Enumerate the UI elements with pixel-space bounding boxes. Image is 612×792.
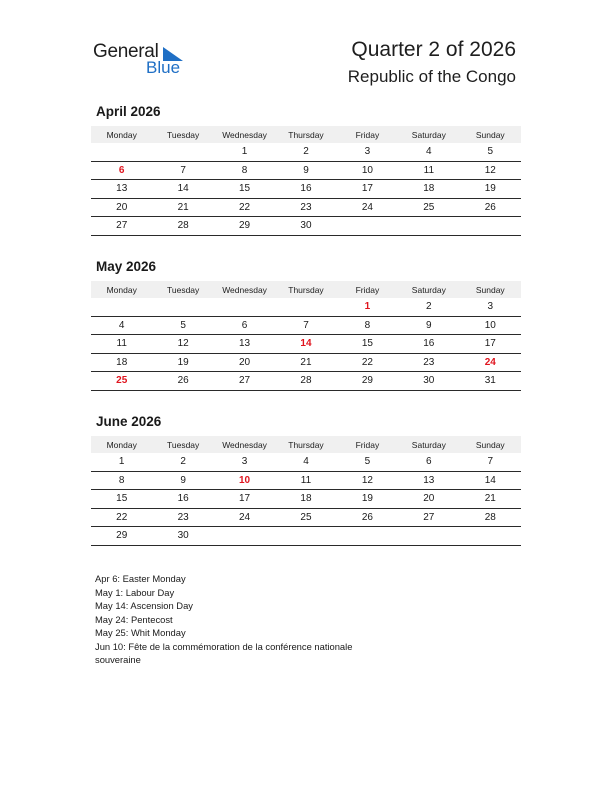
day-cell: 1	[91, 453, 152, 471]
day-cell: 18	[275, 490, 336, 509]
empty-day-cell	[460, 527, 521, 546]
day-cell: 13	[398, 471, 459, 490]
day-cell: 20	[91, 198, 152, 217]
empty-day-cell	[337, 527, 398, 546]
week-row	[91, 372, 521, 391]
day-cell: 18	[398, 180, 459, 199]
month-calendar-may	[91, 259, 521, 391]
week-row	[91, 180, 521, 199]
day-cell: 28	[152, 217, 213, 236]
day-cell: 6	[214, 316, 275, 335]
day-cell: 4	[398, 143, 459, 161]
empty-day-cell	[398, 217, 459, 236]
day-cell: 10	[337, 161, 398, 180]
month-title: April 2026	[96, 104, 161, 119]
day-cell: 8	[91, 471, 152, 490]
weekday-header: Monday	[91, 126, 152, 143]
day-cell: 3	[214, 453, 275, 471]
empty-day-cell	[398, 527, 459, 546]
day-cell: 24	[214, 508, 275, 527]
day-cell: 11	[275, 471, 336, 490]
empty-day-cell	[152, 143, 213, 161]
day-cell: 11	[91, 335, 152, 354]
empty-day-cell	[91, 143, 152, 161]
weekday-header: Wednesday	[214, 436, 275, 453]
month-table	[91, 281, 521, 391]
day-cell: 10	[460, 316, 521, 335]
week-row	[91, 527, 521, 546]
day-cell: 14	[152, 180, 213, 199]
week-row	[91, 316, 521, 335]
day-cell: 9	[152, 471, 213, 490]
weekday-header: Friday	[337, 436, 398, 453]
weekday-header: Monday	[91, 436, 152, 453]
day-cell: 9	[398, 316, 459, 335]
day-cell: 12	[337, 471, 398, 490]
page-title: Quarter 2 of 2026	[351, 38, 516, 61]
day-cell: 1	[214, 143, 275, 161]
month-calendar-june	[91, 414, 521, 546]
day-cell: 23	[398, 353, 459, 372]
weekday-header: Sunday	[460, 126, 521, 143]
day-cell: 10	[214, 471, 275, 490]
weekday-header: Friday	[337, 126, 398, 143]
week-row	[91, 161, 521, 180]
day-cell: 7	[152, 161, 213, 180]
month-weeks	[91, 143, 521, 235]
holiday-note: Jun 10: Fête de la commémoration de la conférence nationale souveraine	[95, 640, 353, 665]
day-cell: 11	[398, 161, 459, 180]
day-cell: 23	[152, 508, 213, 527]
day-cell: 23	[275, 198, 336, 217]
day-cell: 7	[275, 316, 336, 335]
holiday-note: May 1: Labour Day	[95, 586, 175, 598]
page-subtitle: Republic of the Congo	[347, 67, 516, 86]
weekday-header: Wednesday	[214, 126, 275, 143]
day-cell: 29	[337, 372, 398, 391]
day-cell: 26	[337, 508, 398, 527]
month-title: May 2026	[96, 259, 157, 274]
day-cell: 30	[275, 217, 336, 236]
day-cell: 17	[460, 335, 521, 354]
weekday-header: Saturday	[398, 281, 459, 298]
day-cell: 31	[460, 372, 521, 391]
weekday-header-row	[91, 281, 521, 298]
logo-text-general: General	[93, 41, 159, 62]
day-cell: 21	[152, 198, 213, 217]
week-row	[91, 217, 521, 236]
day-cell: 14	[275, 335, 336, 354]
day-cell: 22	[337, 353, 398, 372]
week-row	[91, 471, 521, 490]
logo-text-blue: Blue	[146, 58, 181, 77]
weekday-header: Thursday	[275, 281, 336, 298]
day-cell: 1	[337, 298, 398, 316]
empty-day-cell	[337, 217, 398, 236]
day-cell: 16	[398, 335, 459, 354]
day-cell: 25	[398, 198, 459, 217]
day-cell: 2	[275, 143, 336, 161]
day-cell: 30	[398, 372, 459, 391]
day-cell: 5	[460, 143, 521, 161]
day-cell: 6	[398, 453, 459, 471]
weekday-header: Friday	[337, 281, 398, 298]
weekday-header: Thursday	[275, 126, 336, 143]
weekday-header: Tuesday	[152, 436, 213, 453]
weekday-header: Monday	[91, 281, 152, 298]
week-row	[91, 198, 521, 217]
day-cell: 30	[152, 527, 213, 546]
day-cell: 21	[275, 353, 336, 372]
holiday-notes	[95, 572, 395, 667]
empty-day-cell	[275, 298, 336, 316]
day-cell: 26	[460, 198, 521, 217]
day-cell: 26	[152, 372, 213, 391]
day-cell: 19	[152, 353, 213, 372]
week-row	[91, 353, 521, 372]
month-weeks	[91, 453, 521, 545]
week-row	[91, 335, 521, 354]
day-cell: 19	[460, 180, 521, 199]
empty-day-cell	[214, 298, 275, 316]
weekday-header-row	[91, 126, 521, 143]
day-cell: 29	[214, 217, 275, 236]
day-cell: 2	[152, 453, 213, 471]
day-cell: 12	[460, 161, 521, 180]
day-cell: 13	[214, 335, 275, 354]
holiday-note: May 24: Pentecost	[95, 613, 173, 625]
weekday-header: Thursday	[275, 436, 336, 453]
holiday-note: Apr 6: Easter Monday	[95, 573, 186, 584]
weekday-header-row	[91, 436, 521, 453]
day-cell: 3	[460, 298, 521, 316]
day-cell: 25	[91, 372, 152, 391]
day-cell: 2	[398, 298, 459, 316]
day-cell: 29	[91, 527, 152, 546]
day-cell: 4	[275, 453, 336, 471]
week-row	[91, 453, 521, 471]
day-cell: 8	[337, 316, 398, 335]
weekday-header: Sunday	[460, 281, 521, 298]
day-cell: 9	[275, 161, 336, 180]
month-table	[91, 126, 521, 236]
day-cell: 27	[398, 508, 459, 527]
day-cell: 5	[337, 453, 398, 471]
day-cell: 5	[152, 316, 213, 335]
day-cell: 6	[91, 161, 152, 180]
day-cell: 17	[214, 490, 275, 509]
day-cell: 24	[460, 353, 521, 372]
week-row	[91, 298, 521, 316]
day-cell: 15	[91, 490, 152, 509]
day-cell: 19	[337, 490, 398, 509]
day-cell: 21	[460, 490, 521, 509]
empty-day-cell	[91, 298, 152, 316]
day-cell: 14	[460, 471, 521, 490]
day-cell: 22	[214, 198, 275, 217]
week-row	[91, 143, 521, 161]
day-cell: 22	[91, 508, 152, 527]
day-cell: 27	[91, 217, 152, 236]
weekday-header: Saturday	[398, 436, 459, 453]
day-cell: 28	[275, 372, 336, 391]
week-row	[91, 490, 521, 509]
weekday-header: Wednesday	[214, 281, 275, 298]
weekday-header: Saturday	[398, 126, 459, 143]
day-cell: 20	[398, 490, 459, 509]
day-cell: 24	[337, 198, 398, 217]
day-cell: 20	[214, 353, 275, 372]
day-cell: 8	[214, 161, 275, 180]
month-title: June 2026	[96, 414, 162, 429]
day-cell: 15	[337, 335, 398, 354]
day-cell: 13	[91, 180, 152, 199]
empty-day-cell	[214, 527, 275, 546]
day-cell: 28	[460, 508, 521, 527]
generalblue-logo	[93, 40, 193, 80]
empty-day-cell	[460, 217, 521, 236]
empty-day-cell	[275, 527, 336, 546]
day-cell: 16	[152, 490, 213, 509]
weekday-header: Tuesday	[152, 126, 213, 143]
weekday-header: Tuesday	[152, 281, 213, 298]
month-calendar-april	[91, 104, 521, 236]
day-cell: 3	[337, 143, 398, 161]
holiday-note: May 14: Ascension Day	[95, 600, 193, 611]
day-cell: 7	[460, 453, 521, 471]
day-cell: 25	[275, 508, 336, 527]
day-cell: 12	[152, 335, 213, 354]
holiday-note: May 25: Whit Monday	[95, 627, 186, 638]
day-cell: 18	[91, 353, 152, 372]
day-cell: 16	[275, 180, 336, 199]
day-cell: 15	[214, 180, 275, 199]
weekday-header: Sunday	[460, 436, 521, 453]
day-cell: 17	[337, 180, 398, 199]
month-weeks	[91, 298, 521, 390]
day-cell: 4	[91, 316, 152, 335]
month-table	[91, 436, 521, 546]
day-cell: 27	[214, 372, 275, 391]
empty-day-cell	[152, 298, 213, 316]
week-row	[91, 508, 521, 527]
